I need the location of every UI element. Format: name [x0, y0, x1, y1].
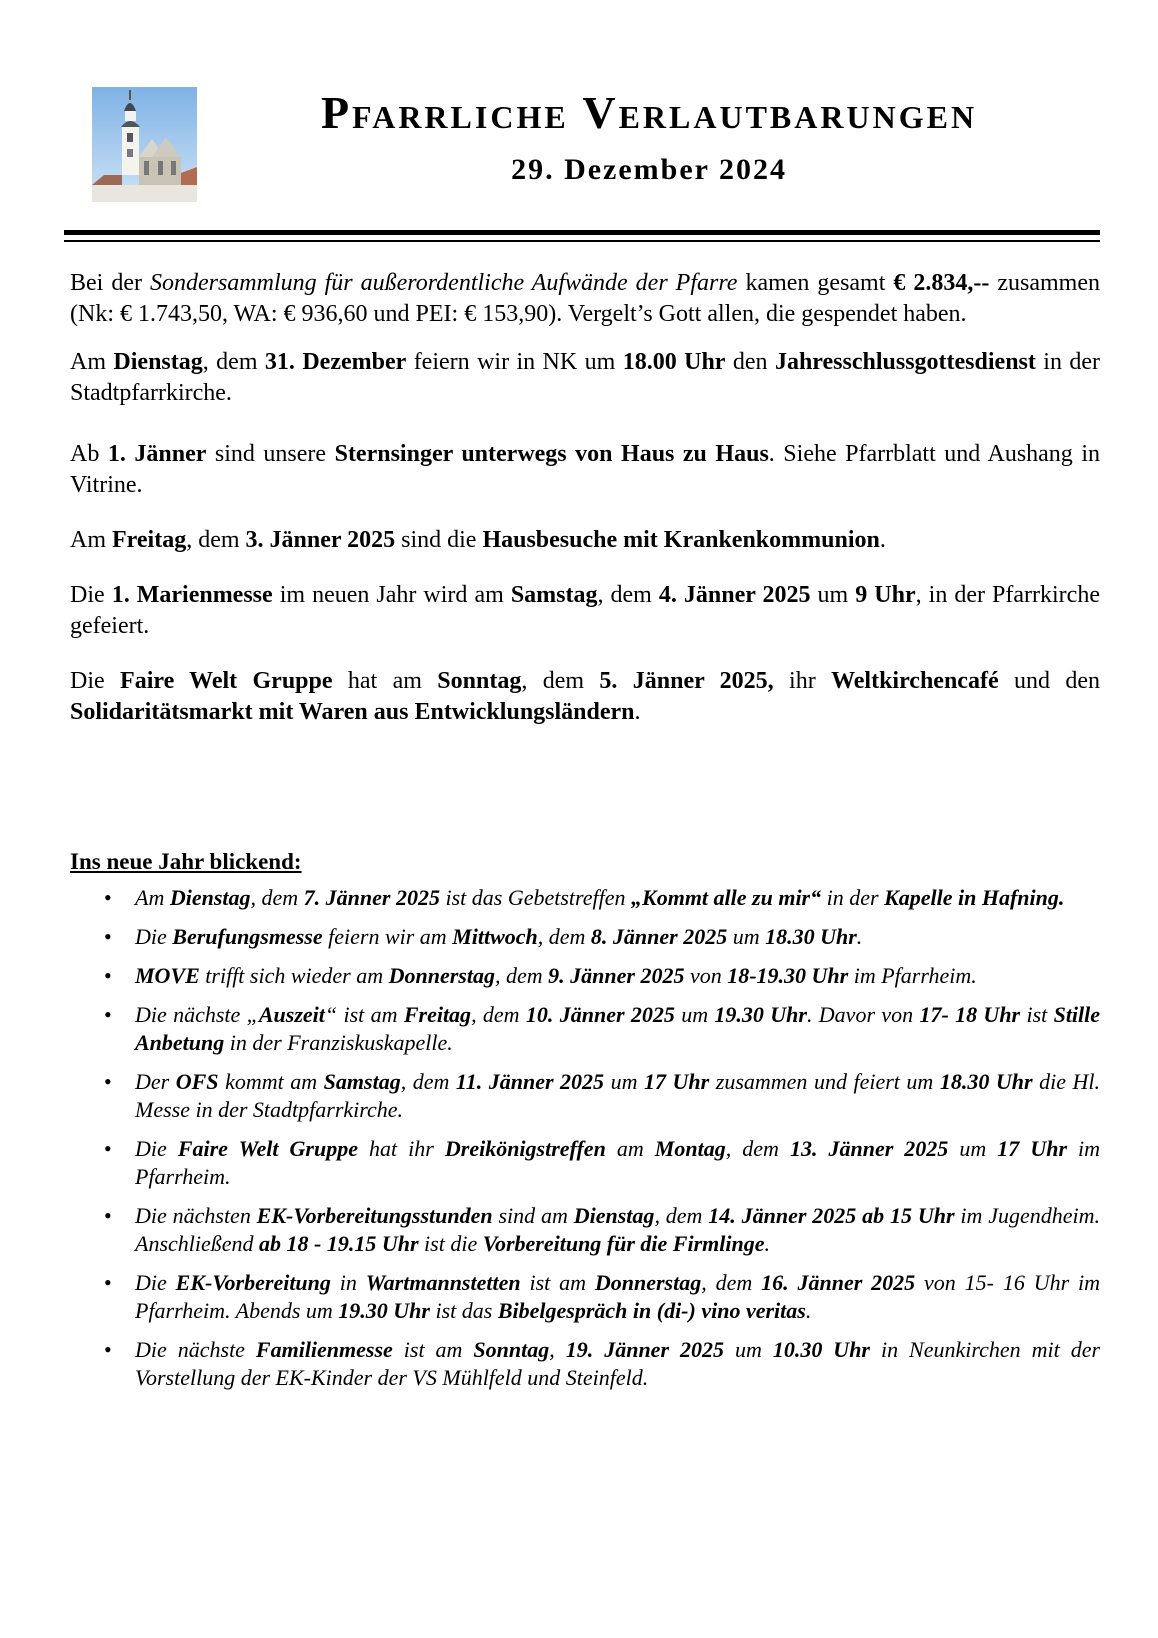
text-segment: , dem — [202, 349, 265, 375]
header-divider-thick — [64, 230, 1100, 235]
text-segment: im Pfarrheim. — [848, 963, 977, 988]
text-bold: Freitag — [112, 527, 187, 553]
text-segment: in — [330, 1270, 366, 1295]
text-segment: . — [764, 1231, 770, 1256]
announcement-house-visits — [70, 525, 1100, 556]
text-segment: von 15- 16 Uhr im Pfarrheim. Abends um — [135, 1270, 1101, 1323]
text-segment: , dem — [725, 1136, 790, 1161]
text-bold: Stille Anbetung — [135, 1002, 1101, 1055]
text-segment: Die — [135, 1136, 178, 1161]
text-bold: 19. Jänner 2025 — [565, 1337, 724, 1362]
text-bold: ab 18 - 19.15 Uhr — [259, 1231, 419, 1256]
section-heading-outlook: Ins neue Jahr blickend: — [70, 849, 302, 874]
text-segment: um — [604, 1069, 645, 1094]
text-emphasis: Sondersammlung für außerordentliche Aufwände der Pfarre — [149, 270, 738, 296]
text-segment: . Siehe Pfarrblatt und Aushang in Vitrine. — [70, 441, 1100, 498]
text-bold: 13. Jänner 2025 — [789, 1136, 949, 1161]
text-segment: Die — [135, 1270, 176, 1295]
text-bold: 10. Jänner 2025 — [525, 1002, 675, 1027]
text-bold: Dreikönigstreffen — [444, 1136, 606, 1161]
text-segment: ist das Gebetstreffen — [439, 885, 632, 910]
text-segment: ist die — [418, 1231, 483, 1256]
text-bold: EK-Vorbereitungsstunden — [256, 1203, 493, 1228]
text-segment: und den — [998, 668, 1100, 694]
text-segment: Am — [70, 349, 114, 375]
text-segment: Die nächste „ — [135, 1002, 259, 1027]
text-bold: 9 Uhr — [855, 582, 916, 608]
text-bold: 18.00 Uhr — [622, 349, 726, 375]
text-segment: kommt am — [218, 1069, 324, 1094]
text-segment: , dem — [537, 924, 591, 949]
text-segment: hat am — [332, 668, 438, 694]
text-bold: Donnerstag — [594, 1270, 702, 1295]
text-bold: Faire Welt Gruppe — [120, 668, 333, 694]
text-segment: im Pfarrheim. — [135, 1136, 1101, 1189]
text-segment: , dem — [521, 668, 600, 694]
text-segment: Ab — [70, 441, 108, 467]
text-segment: Die nächsten — [135, 1203, 257, 1228]
text-segment: . — [879, 527, 886, 553]
text-bold: Montag — [654, 1136, 726, 1161]
text-segment: , dem — [597, 582, 659, 608]
text-segment: , dem — [250, 885, 304, 910]
text-bold: Jahresschlussgottesdienst — [774, 349, 1036, 375]
text-segment: sind am — [492, 1203, 574, 1228]
text-bold: Samstag — [323, 1069, 401, 1094]
text-bold: Solidaritätsmarkt mit Waren aus Entwicklungsländern — [70, 699, 635, 725]
text-bold: Hausbesuche mit Krankenkommunion — [482, 527, 880, 553]
list-item — [70, 1202, 1100, 1258]
text-segment: feiern wir in NK um — [406, 349, 623, 375]
text-bold: 5. Jänner 2025, — [599, 668, 774, 694]
text-segment: ist — [1020, 1002, 1054, 1027]
text-segment: um — [810, 582, 856, 608]
page-title: Pfarrliche Verlautbarungen — [320, 87, 978, 138]
text-segment: in der Franziskuskapelle. — [224, 1030, 453, 1055]
text-bold: Freitag — [403, 1002, 472, 1027]
church-tower-photo — [92, 87, 197, 202]
text-segment: ist das — [429, 1298, 498, 1323]
text-segment: . — [634, 699, 641, 725]
text-segment: ist am — [520, 1270, 595, 1295]
text-segment: Der — [135, 1069, 176, 1094]
text-segment: , in der Pfarrkirche gefeiert. — [70, 582, 1100, 639]
text-bold: Kapelle in Hafning. — [884, 885, 1065, 910]
text-bold: 4. Jänner 2025 — [658, 582, 811, 608]
text-segment: zusammen (Nk: € 1.743,50, WA: € 936,60 und PEI: € 153,90). Vergelt’s Gott allen, die gespendet haben. — [70, 270, 1101, 327]
text-segment: . — [856, 924, 863, 949]
text-segment: um — [948, 1136, 998, 1161]
text-bold: 31. Dezember — [264, 349, 407, 375]
text-bold: Donnerstag — [388, 963, 495, 988]
church-icon — [92, 87, 197, 202]
text-segment: den — [725, 349, 775, 375]
text-segment: Am — [135, 885, 170, 910]
text-segment: , dem — [494, 963, 549, 988]
text-bold: € 2.834,-- — [893, 270, 990, 296]
text-segment: in Neunkirchen mit der Vorstellung der EK-Kinder der VS Mühlfeld und Steinfeld. — [135, 1337, 1101, 1390]
text-bold: 1. Jänner — [107, 441, 207, 467]
text-bold: Weltkirchencafé — [831, 668, 999, 694]
text-segment: , — [549, 1337, 566, 1362]
text-segment: sind unsere — [206, 441, 335, 467]
text-bold: 3. Jänner 2025 — [245, 527, 396, 553]
text-segment: . Davor von — [806, 1002, 920, 1027]
text-bold: 17 Uhr — [997, 1136, 1068, 1161]
text-bold: Wartmannstetten — [365, 1270, 521, 1295]
text-segment: ist am — [392, 1337, 474, 1362]
text-bold: Berufungsmesse — [172, 924, 323, 949]
text-segment: , dem — [186, 527, 246, 553]
text-bold: Faire Welt Gruppe — [177, 1136, 358, 1161]
text-segment: von — [684, 963, 728, 988]
text-segment: um — [727, 924, 766, 949]
text-bold: 10.30 Uhr — [772, 1337, 870, 1362]
text-bold: 18-19.30 Uhr — [727, 963, 849, 988]
list-item — [70, 1068, 1100, 1124]
text-bold: Sternsinger unterwegs von Haus zu Haus — [334, 441, 769, 467]
text-bold: 1. Marienmesse — [111, 582, 273, 608]
text-bold: Auszeit — [258, 1002, 325, 1027]
text-segment: Die nächste — [135, 1337, 256, 1362]
text-bold: 9. Jänner 2025 — [548, 963, 685, 988]
announcement-new-years-eve — [70, 347, 1100, 409]
text-bold: Mittwoch — [452, 924, 538, 949]
text-segment: kamen gesamt — [737, 270, 894, 296]
text-bold: MOVE — [135, 963, 200, 988]
text-segment: , dem — [701, 1270, 762, 1295]
page-date: 29. Dezember 2024 — [511, 153, 787, 186]
text-bold: 7. Jänner 2025 — [303, 885, 440, 910]
text-bold: Dienstag — [573, 1203, 655, 1228]
text-segment: Die — [70, 582, 112, 608]
text-bold: 18.30 Uhr — [939, 1069, 1033, 1094]
text-segment: um — [723, 1337, 773, 1362]
text-segment: hat ihr — [357, 1136, 445, 1161]
text-bold: 8. Jänner 2025 — [590, 924, 728, 949]
text-segment: am — [605, 1136, 655, 1161]
outlook-list — [70, 884, 1100, 1403]
text-bold: Dienstag — [113, 349, 203, 375]
text-bold: Familienmesse — [255, 1337, 393, 1362]
announcement-marienmesse — [70, 580, 1100, 642]
text-bold: 19.30 Uhr — [338, 1298, 430, 1323]
text-segment: Am — [70, 527, 112, 553]
text-bold: 17- 18 Uhr — [919, 1002, 1021, 1027]
text-bold: „Kommt alle zu mir“ — [631, 885, 822, 910]
text-segment: Die — [70, 668, 121, 694]
text-segment: trifft sich wieder am — [199, 963, 389, 988]
text-segment: Bei der — [70, 270, 150, 296]
list-item — [70, 884, 1100, 912]
text-bold: 17 Uhr — [644, 1069, 710, 1094]
list-item — [70, 923, 1100, 951]
list-item — [70, 1336, 1100, 1392]
text-bold: Bibelgespräch in (di-) vino veritas — [497, 1298, 806, 1323]
text-segment: in der Stadtpfarrkirche. — [70, 349, 1101, 406]
announcement-collection — [70, 268, 1100, 330]
text-bold: 19.30 Uhr — [714, 1002, 807, 1027]
text-bold: 11. Jänner 2025 — [455, 1069, 605, 1094]
text-bold: Samstag — [510, 582, 598, 608]
text-bold: 14. Jänner 2025 ab 15 Uhr — [708, 1203, 955, 1228]
text-segment: im Jugendheim. Anschließend — [135, 1203, 1101, 1256]
announcement-faire-welt — [70, 666, 1100, 728]
list-item — [70, 1135, 1100, 1191]
list-item — [70, 1269, 1100, 1325]
text-segment: , dem — [654, 1203, 709, 1228]
text-segment: . — [805, 1298, 812, 1323]
text-segment: die Hl. Messe in der Stadtpfarrkirche. — [135, 1069, 1101, 1122]
text-bold: 16. Jänner 2025 — [761, 1270, 916, 1295]
announcements-body — [70, 268, 1100, 728]
text-segment: , dem — [400, 1069, 456, 1094]
text-bold: OFS — [175, 1069, 219, 1094]
text-segment: sind die — [395, 527, 483, 553]
text-segment: um — [674, 1002, 715, 1027]
text-bold: Dienstag — [169, 885, 251, 910]
list-item — [70, 962, 1100, 990]
text-bold: Vorbereitung für die Firmlinge — [482, 1231, 765, 1256]
text-bold: 18.30 Uhr — [765, 924, 857, 949]
header-divider-thin — [64, 240, 1100, 242]
text-segment: ihr — [773, 668, 832, 694]
text-segment: “ ist am — [324, 1002, 404, 1027]
list-item — [70, 1001, 1100, 1057]
text-segment: feiern wir am — [322, 924, 453, 949]
text-segment: im neuen Jahr wird am — [272, 582, 511, 608]
text-segment: in der — [821, 885, 885, 910]
text-segment: , dem — [471, 1002, 526, 1027]
text-bold: EK-Vorbereitung — [175, 1270, 331, 1295]
text-segment: Die — [135, 924, 173, 949]
announcement-sternsinger — [70, 439, 1100, 501]
text-bold: Sonntag — [473, 1337, 550, 1362]
text-segment: zusammen und feiert um — [709, 1069, 940, 1094]
text-bold: Sonntag — [437, 668, 522, 694]
